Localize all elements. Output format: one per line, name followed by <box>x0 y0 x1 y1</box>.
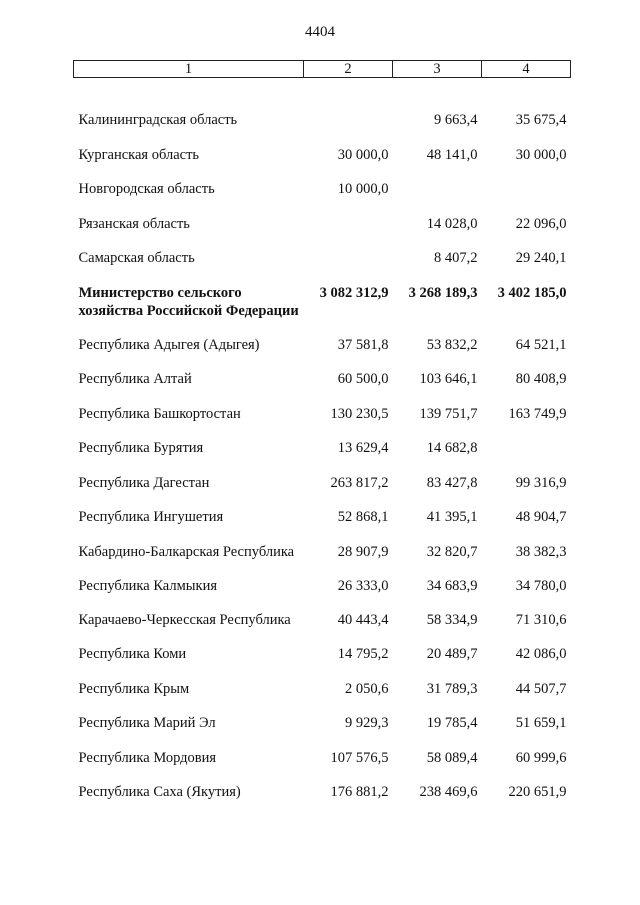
column-3-cell: 103 646,1 <box>419 371 478 387</box>
row-name-cell: Республика Бурятия <box>78 440 204 456</box>
column-4-cell <box>482 164 571 199</box>
table-row <box>74 457 571 492</box>
column-4-cell: 64 521,1 <box>515 336 567 353</box>
row-name-cell: Республика Марий Эл <box>78 715 216 731</box>
table-row <box>74 767 571 802</box>
row-name-cell: Республика Адыгея (Адыгея) <box>78 336 260 353</box>
column-2-cell: 107 576,5 <box>330 749 389 766</box>
column-3-cell: 20 489,7 <box>426 646 478 662</box>
row-name-cell: Республика Коми <box>78 646 187 662</box>
column-3-cell: 8 407,2 <box>434 250 478 266</box>
column-4-cell: 99 316,9 <box>515 474 567 491</box>
column-2-cell: 263 817,2 <box>330 474 389 491</box>
column-2-cell: 28 907,9 <box>337 543 389 560</box>
column-2-cell: 26 333,0 <box>337 577 389 594</box>
row-name-cell: Карачаево-Черкесская Республика <box>78 612 291 628</box>
column-3-cell: 3 268 189,3 <box>408 284 478 301</box>
column-3-cell: 58 334,9 <box>426 612 478 628</box>
column-2-cell <box>304 198 393 233</box>
column-3-cell: 53 832,2 <box>426 336 478 353</box>
row-name-cell: Республика Мордовия <box>78 749 217 766</box>
row-name-cell: Республика Башкортостан <box>78 405 241 422</box>
table-row <box>74 732 571 767</box>
table-row <box>74 164 571 199</box>
column-4-cell: 35 675,4 <box>515 112 567 128</box>
table-row <box>74 78 571 130</box>
row-name-cell: Республика Алтай <box>78 371 192 387</box>
column-2-cell <box>304 233 393 268</box>
column-2-cell: 10 000,0 <box>337 181 389 197</box>
column-3-cell: 238 469,6 <box>419 784 478 800</box>
column-4-cell: 29 240,1 <box>515 250 567 266</box>
table-row <box>74 663 571 698</box>
column-2-cell: 2 050,6 <box>345 680 389 697</box>
column-header-3: 3 <box>393 61 482 78</box>
table-row <box>74 267 571 320</box>
table-header <box>74 61 571 78</box>
column-4-cell: 34 780,0 <box>515 577 567 594</box>
row-name-cell: Рязанская область <box>78 215 190 232</box>
column-4-cell: 163 749,9 <box>508 405 567 422</box>
column-3-cell: 41 395,1 <box>426 509 478 525</box>
row-name-cell: Новгородская область <box>78 181 215 197</box>
column-3-cell: 34 683,9 <box>426 577 478 594</box>
column-4-cell: 220 651,9 <box>508 784 567 800</box>
table-row <box>74 561 571 595</box>
column-header-4: 4 <box>482 61 571 78</box>
column-2-cell: 40 443,4 <box>337 612 389 628</box>
column-3-cell: 19 785,4 <box>426 715 478 731</box>
table-row <box>74 354 571 389</box>
table-body <box>74 78 571 802</box>
table-row <box>74 698 571 733</box>
column-2-cell: 130 230,5 <box>330 405 389 422</box>
column-2-cell: 9 929,3 <box>345 715 389 731</box>
page-number: 4404 <box>305 24 335 40</box>
row-name-cell: Республика Дагестан <box>78 474 210 491</box>
column-4-cell: 71 310,6 <box>515 612 567 628</box>
table-row <box>74 388 571 423</box>
header-row <box>74 61 571 78</box>
column-2-cell: 30 000,0 <box>337 146 389 163</box>
row-name-cell: Министерство сельского хозяйства Российской Федерации <box>78 284 299 319</box>
column-3-cell: 58 089,4 <box>426 749 478 766</box>
column-3-cell: 139 751,7 <box>419 405 478 422</box>
column-4-cell: 51 659,1 <box>515 715 567 731</box>
column-header-1: 1 <box>74 61 304 78</box>
table-row <box>74 526 571 561</box>
column-4-cell: 48 904,7 <box>515 509 567 525</box>
column-4-cell: 42 086,0 <box>515 646 567 662</box>
row-name-cell: Республика Калмыкия <box>78 577 217 594</box>
column-2-cell <box>304 78 393 130</box>
table-row <box>74 595 571 630</box>
column-2-cell: 52 868,1 <box>337 509 389 525</box>
column-3-cell: 32 820,7 <box>426 543 478 560</box>
row-name-cell: Республика Ингушетия <box>78 509 224 525</box>
table-row <box>74 629 571 663</box>
column-4-cell: 38 382,3 <box>515 543 567 560</box>
table-row <box>74 233 571 268</box>
row-name-cell: Самарская область <box>78 250 195 266</box>
column-4-cell: 22 096,0 <box>515 215 567 232</box>
table-row <box>74 198 571 233</box>
column-2-cell: 60 500,0 <box>337 371 389 387</box>
column-header-2: 2 <box>304 61 393 78</box>
column-3-cell: 9 663,4 <box>434 112 478 128</box>
row-name-cell: Республика Саха (Якутия) <box>78 784 241 800</box>
column-3-cell <box>393 164 482 199</box>
column-2-cell: 3 082 312,9 <box>319 284 389 301</box>
row-name-cell: Курганская область <box>78 146 200 163</box>
column-4-cell: 60 999,6 <box>515 749 567 766</box>
column-4-cell: 30 000,0 <box>515 146 567 163</box>
column-3-cell: 83 427,8 <box>426 474 478 491</box>
table-row <box>74 129 571 164</box>
column-4-cell: 3 402 185,0 <box>497 284 567 301</box>
table-row <box>74 423 571 458</box>
column-2-cell: 176 881,2 <box>330 784 389 800</box>
column-4-cell <box>482 423 571 458</box>
row-name-cell: Калининградская область <box>78 112 238 128</box>
table-row <box>74 320 571 354</box>
column-3-cell: 31 789,3 <box>426 680 478 697</box>
column-4-cell: 80 408,9 <box>515 371 567 387</box>
column-3-cell: 14 028,0 <box>426 215 478 232</box>
column-2-cell: 14 795,2 <box>337 646 389 662</box>
column-3-cell: 48 141,0 <box>426 146 478 163</box>
column-3-cell: 14 682,8 <box>426 440 478 456</box>
table-row <box>74 492 571 527</box>
row-name-cell: Республика Крым <box>78 680 190 697</box>
column-4-cell: 44 507,7 <box>515 680 567 697</box>
row-name-cell: Кабардино-Балкарская Республика <box>78 543 295 560</box>
column-2-cell: 13 629,4 <box>337 440 389 456</box>
budget-table <box>73 60 571 801</box>
column-2-cell: 37 581,8 <box>337 336 389 353</box>
